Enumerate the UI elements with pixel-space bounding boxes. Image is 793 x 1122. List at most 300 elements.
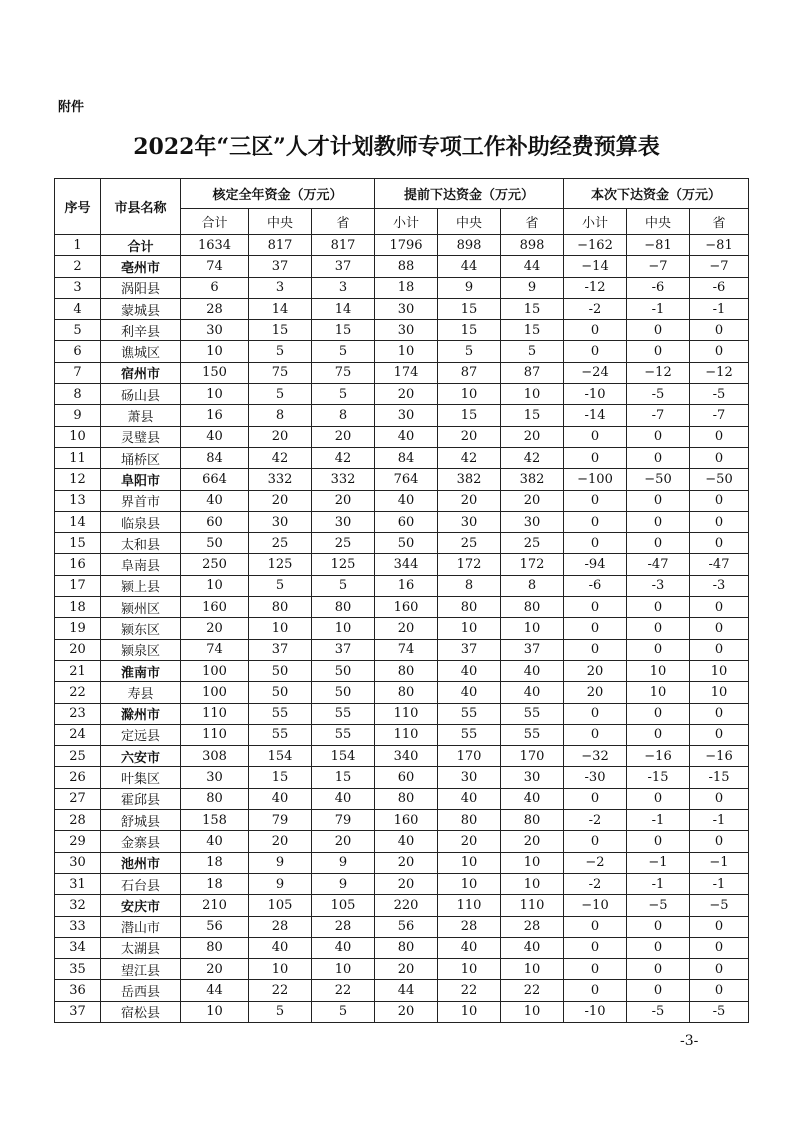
row-amount: 56 [375,916,438,937]
table-row [55,341,749,362]
row-seq: 2 [55,256,101,277]
row-seq: 4 [55,298,101,319]
row-amount: 10 [181,1001,249,1022]
row-seq: 15 [55,533,101,554]
row-amount: 110 [181,703,249,724]
row-amount: 0 [627,724,690,745]
row-amount: 0 [564,916,627,937]
row-amount: 170 [501,746,564,767]
row-region-name: 宿州市 [101,362,181,383]
row-amount: 110 [181,724,249,745]
row-amount: -12 [564,277,627,298]
row-amount: 20 [375,1001,438,1022]
table-row [55,767,749,788]
row-amount: 10 [501,852,564,873]
row-amount: -1 [690,873,749,894]
row-amount: 0 [564,426,627,447]
row-amount: 40 [181,426,249,447]
row-amount: 50 [249,682,312,703]
row-amount: 0 [627,831,690,852]
table-row [55,746,749,767]
row-region-name: 颍上县 [101,575,181,596]
row-seq: 31 [55,873,101,894]
row-amount: 30 [181,767,249,788]
row-seq: 35 [55,959,101,980]
row-amount: 80 [249,597,312,618]
row-amount: 250 [181,554,249,575]
row-amount: -15 [690,767,749,788]
row-amount: -47 [690,554,749,575]
row-amount: 56 [181,916,249,937]
row-amount: 42 [312,447,375,468]
row-amount: -30 [564,767,627,788]
row-amount: 20 [501,831,564,852]
row-amount: 1796 [375,235,438,256]
row-amount: -2 [564,298,627,319]
row-amount: 0 [564,959,627,980]
row-seq: 23 [55,703,101,724]
table-row [55,852,749,873]
row-amount: 5 [312,575,375,596]
row-amount: 55 [501,724,564,745]
row-amount: 84 [375,447,438,468]
table-row [55,937,749,958]
row-amount: 210 [181,895,249,916]
row-amount: 55 [312,703,375,724]
row-seq: 33 [55,916,101,937]
row-amount: 80 [501,597,564,618]
row-amount: 5 [501,341,564,362]
row-amount: 10 [501,1001,564,1022]
table-row [55,895,749,916]
row-amount: 22 [501,980,564,1001]
row-amount: 74 [181,256,249,277]
row-amount: 0 [627,937,690,958]
row-amount: 172 [501,554,564,575]
row-amount: 10 [438,959,501,980]
row-amount: 40 [438,937,501,958]
row-amount: 55 [438,724,501,745]
row-amount: 55 [249,703,312,724]
row-region-name: 临泉县 [101,511,181,532]
header-group-advance: 提前下达资金（万元） [375,179,564,209]
row-amount: 0 [690,831,749,852]
table-row [55,660,749,681]
row-amount: 3 [249,277,312,298]
row-amount: -1 [627,873,690,894]
row-amount: 79 [249,810,312,831]
row-amount: 8 [312,405,375,426]
row-amount: −24 [564,362,627,383]
row-region-name: 寿县 [101,682,181,703]
row-amount: 15 [438,298,501,319]
row-amount: 50 [181,533,249,554]
row-amount: 10 [438,852,501,873]
row-amount: -2 [564,873,627,894]
row-amount: −162 [564,235,627,256]
row-amount: 10 [501,384,564,405]
row-amount: −7 [690,256,749,277]
row-region-name: 颍泉区 [101,639,181,660]
row-amount: 50 [312,682,375,703]
row-seq: 20 [55,639,101,660]
row-amount: 18 [181,852,249,873]
row-amount: 0 [564,980,627,1001]
row-seq: 28 [55,810,101,831]
row-amount: 40 [501,660,564,681]
table-row [55,788,749,809]
row-amount: 0 [627,618,690,639]
row-amount: 55 [438,703,501,724]
table-row [55,490,749,511]
header-sub: 省 [501,209,564,235]
header-sub: 中央 [627,209,690,235]
row-amount: 160 [181,597,249,618]
header-sub: 小计 [564,209,627,235]
row-amount: 40 [438,660,501,681]
row-amount: 20 [375,384,438,405]
row-amount: 40 [249,788,312,809]
row-amount: 10 [627,660,690,681]
row-amount: 5 [312,341,375,362]
row-amount: 80 [312,597,375,618]
row-amount: 37 [438,639,501,660]
row-amount: 3 [312,277,375,298]
row-region-name: 灵璧县 [101,426,181,447]
row-region-name: 叶集区 [101,767,181,788]
row-amount: 28 [312,916,375,937]
row-amount: 0 [690,916,749,937]
row-amount: 172 [438,554,501,575]
table-row [55,384,749,405]
row-region-name: 利辛县 [101,320,181,341]
row-amount: 37 [249,639,312,660]
row-seq: 24 [55,724,101,745]
row-amount: 5 [249,384,312,405]
row-amount: 170 [438,746,501,767]
row-amount: 44 [375,980,438,1001]
row-amount: −12 [627,362,690,383]
row-amount: 37 [249,256,312,277]
row-amount: 9 [249,873,312,894]
row-amount: 30 [375,298,438,319]
row-seq: 29 [55,831,101,852]
row-amount: 10 [627,682,690,703]
row-amount: 50 [375,533,438,554]
table-row [55,575,749,596]
row-amount: 0 [564,341,627,362]
row-amount: −12 [690,362,749,383]
row-amount: 60 [181,511,249,532]
row-amount: 0 [690,511,749,532]
row-amount: 15 [501,298,564,319]
row-amount: 5 [249,1001,312,1022]
row-amount: 0 [564,703,627,724]
row-amount: 20 [438,490,501,511]
row-amount: 15 [249,320,312,341]
row-amount: 9 [438,277,501,298]
row-amount: 9 [501,277,564,298]
table-row [55,703,749,724]
row-amount: 10 [181,341,249,362]
row-seq: 36 [55,980,101,1001]
row-seq: 7 [55,362,101,383]
row-region-name: 潜山市 [101,916,181,937]
row-amount: -10 [564,1001,627,1022]
table-row [55,873,749,894]
row-amount: 10 [501,873,564,894]
row-seq: 6 [55,341,101,362]
row-region-name: 舒城县 [101,810,181,831]
row-amount: 0 [564,724,627,745]
row-amount: 0 [690,533,749,554]
row-amount: 80 [501,810,564,831]
row-amount: 20 [501,426,564,447]
table-row [55,554,749,575]
row-amount: 20 [564,682,627,703]
row-region-name: 阜南县 [101,554,181,575]
row-amount: -47 [627,554,690,575]
header-seq: 序号 [55,179,101,235]
row-amount: −5 [690,895,749,916]
row-seq: 13 [55,490,101,511]
row-amount: 382 [438,469,501,490]
row-seq: 8 [55,384,101,405]
table-row [55,256,749,277]
row-amount: 20 [375,852,438,873]
row-amount: 37 [312,256,375,277]
row-amount: 25 [501,533,564,554]
row-seq: 18 [55,597,101,618]
row-amount: 20 [312,831,375,852]
row-amount: 20 [181,959,249,980]
header-name: 市县名称 [101,179,181,235]
row-amount: 664 [181,469,249,490]
row-amount: 0 [690,703,749,724]
row-amount: 0 [627,533,690,554]
row-amount: -6 [564,575,627,596]
row-amount: 22 [249,980,312,1001]
row-seq: 25 [55,746,101,767]
header-sub: 合计 [181,209,249,235]
row-region-name: 蒙城县 [101,298,181,319]
row-amount: 0 [564,511,627,532]
row-amount: 20 [438,831,501,852]
row-amount: 125 [312,554,375,575]
row-amount: 80 [375,682,438,703]
row-amount: 340 [375,746,438,767]
row-amount: 5 [438,341,501,362]
row-amount: 0 [690,597,749,618]
row-amount: 14 [312,298,375,319]
row-amount: 0 [690,320,749,341]
row-amount: 0 [690,980,749,1001]
row-amount: 22 [438,980,501,1001]
row-amount: 5 [312,1001,375,1022]
row-amount: 817 [249,235,312,256]
row-amount: 9 [312,873,375,894]
row-amount: 42 [501,447,564,468]
row-amount: −16 [690,746,749,767]
row-amount: 15 [312,320,375,341]
row-amount: 0 [627,511,690,532]
row-amount: 20 [312,490,375,511]
row-seq: 37 [55,1001,101,1022]
row-amount: 28 [501,916,564,937]
row-seq: 3 [55,277,101,298]
row-amount: 15 [249,767,312,788]
row-amount: 40 [375,831,438,852]
table-row [55,235,749,256]
row-amount: 0 [564,618,627,639]
row-seq: 16 [55,554,101,575]
row-amount: 55 [249,724,312,745]
row-amount: 150 [181,362,249,383]
row-amount: 28 [438,916,501,937]
row-amount: 9 [312,852,375,873]
row-amount: 40 [312,937,375,958]
row-amount: -10 [564,384,627,405]
row-amount: 40 [438,788,501,809]
row-amount: -7 [627,405,690,426]
row-region-name: 宿松县 [101,1001,181,1022]
table-row [55,533,749,554]
row-amount: 40 [181,490,249,511]
row-amount: -1 [690,810,749,831]
table-row [55,682,749,703]
row-amount: 20 [375,873,438,894]
row-amount: 25 [438,533,501,554]
row-amount: 0 [564,788,627,809]
row-amount: 10 [375,341,438,362]
row-amount: 0 [564,831,627,852]
table-row [55,639,749,660]
row-amount: 0 [627,426,690,447]
table-row [55,916,749,937]
row-amount: 15 [501,320,564,341]
row-amount: 40 [438,682,501,703]
row-amount: 16 [375,575,438,596]
row-amount: 20 [564,660,627,681]
table-row [55,277,749,298]
row-amount: 20 [249,831,312,852]
row-amount: 37 [501,639,564,660]
row-amount: -3 [690,575,749,596]
row-amount: -5 [690,384,749,405]
table-row [55,426,749,447]
table-row [55,447,749,468]
row-amount: −10 [564,895,627,916]
row-amount: 8 [438,575,501,596]
row-amount: 110 [501,895,564,916]
row-amount: 20 [312,426,375,447]
row-amount: 160 [375,597,438,618]
row-amount: 1634 [181,235,249,256]
row-amount: 30 [501,767,564,788]
row-amount: −1 [690,852,749,873]
row-amount: 0 [690,618,749,639]
row-amount: 0 [627,639,690,660]
table-row [55,831,749,852]
row-region-name: 颍东区 [101,618,181,639]
header-sub: 小计 [375,209,438,235]
row-amount: 37 [312,639,375,660]
row-amount: 10 [690,682,749,703]
row-amount: 6 [181,277,249,298]
table-row [55,959,749,980]
row-amount: 100 [181,682,249,703]
row-amount: 10 [249,618,312,639]
row-amount: 30 [375,405,438,426]
row-region-name: 滁州市 [101,703,181,724]
row-amount: 0 [627,788,690,809]
row-amount: 14 [249,298,312,319]
row-amount: 0 [627,490,690,511]
table-row [55,362,749,383]
row-region-name: 萧县 [101,405,181,426]
row-amount: 40 [501,937,564,958]
row-amount: −100 [564,469,627,490]
row-amount: -6 [690,277,749,298]
row-amount: 44 [181,980,249,1001]
row-amount: 0 [690,341,749,362]
row-amount: 20 [249,426,312,447]
row-amount: 30 [438,511,501,532]
row-seq: 34 [55,937,101,958]
row-amount: 0 [627,320,690,341]
row-amount: 44 [438,256,501,277]
table-row [55,320,749,341]
row-amount: 0 [690,639,749,660]
row-amount: 5 [249,341,312,362]
row-amount: 10 [501,618,564,639]
row-amount: 40 [501,682,564,703]
row-amount: 105 [249,895,312,916]
row-amount: 50 [312,660,375,681]
row-amount: 80 [375,937,438,958]
row-amount: −1 [627,852,690,873]
row-amount: 80 [438,810,501,831]
row-amount: 40 [375,490,438,511]
row-amount: 55 [501,703,564,724]
row-amount: 60 [375,511,438,532]
row-amount: 0 [564,937,627,958]
row-amount: 154 [249,746,312,767]
row-seq: 17 [55,575,101,596]
row-amount: -2 [564,810,627,831]
row-seq: 11 [55,447,101,468]
row-amount: 898 [501,235,564,256]
row-amount: -5 [627,384,690,405]
row-amount: -5 [627,1001,690,1022]
row-amount: 332 [249,469,312,490]
row-seq: 9 [55,405,101,426]
row-region-name: 太湖县 [101,937,181,958]
header-group-approved: 核定全年资金（万元） [181,179,375,209]
row-seq: 30 [55,852,101,873]
row-amount: 110 [375,703,438,724]
row-amount: 160 [375,810,438,831]
row-amount: 0 [564,490,627,511]
row-amount: 42 [249,447,312,468]
row-amount: 40 [375,426,438,447]
table-row [55,469,749,490]
row-amount: 25 [249,533,312,554]
row-amount: 30 [501,511,564,532]
row-amount: 30 [312,511,375,532]
row-amount: 80 [181,788,249,809]
attachment-label: 附件 [58,100,85,115]
